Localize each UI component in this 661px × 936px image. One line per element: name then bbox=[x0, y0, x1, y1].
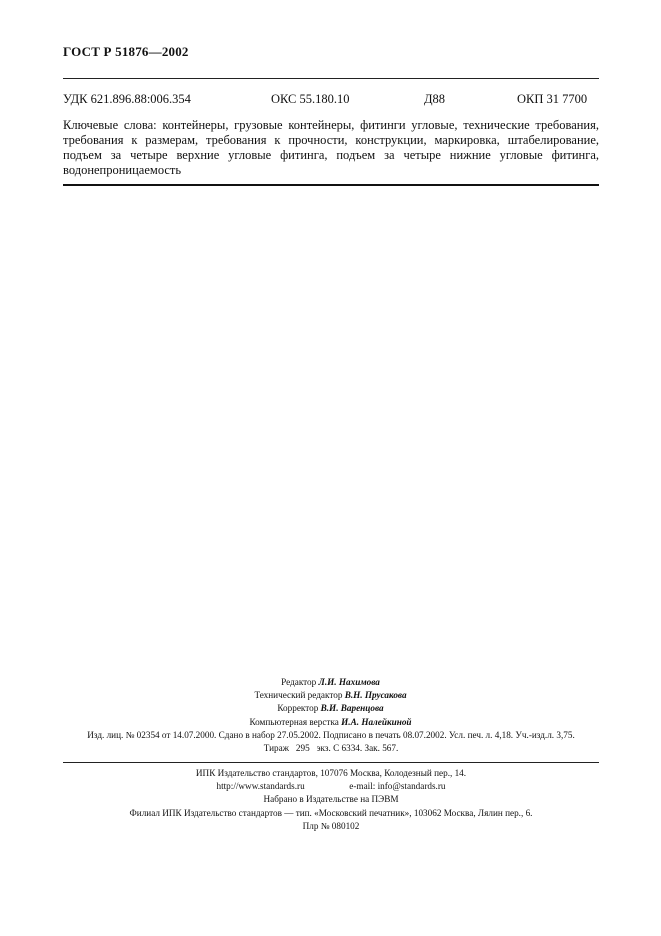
okp-code: ОКП 31 7700 bbox=[517, 92, 588, 106]
publication-line-2: Тираж 295 экз. С 6334. Зак. 567. bbox=[263, 743, 399, 753]
keywords-rule bbox=[63, 184, 599, 186]
printing-branch: Филиал ИПК Издательство стандартов — тип. «Московский печатник», 103062 Москва, Лялин пер., 6. bbox=[129, 807, 533, 818]
credit-editor: Редактор Л.И. Нахимова bbox=[281, 677, 380, 687]
credit-proofreader: Корректор В.И. Варенцова bbox=[277, 703, 384, 714]
publication-info bbox=[63, 729, 599, 755]
publication-line-1: Изд. лиц. № 02354 от 14.07.2000. Сдано в набор 27.05.2002. Подписано в печать 08.07.2002. Усл. печ. л. 4,18. Уч.-изд.л. 3,75. bbox=[87, 730, 575, 740]
credit-tech-editor: Технический редактор В.Н. Прусакова bbox=[254, 690, 407, 701]
publisher-email: e-mail: info@standards.ru bbox=[349, 781, 446, 792]
publisher-footer bbox=[63, 767, 599, 833]
keywords-paragraph: Ключевые слова: контейнеры, грузовые контейнеры, фитинги угловые, технические требования, требования к размерам, требования к прочности, конструкции, маркировка, штабелирование, подъем за четыре верхние угловые фитинга, подъем за четыре нижние угловые фитинга, водонепроницаемость bbox=[63, 118, 599, 177]
publisher-website: http://www.standards.ru bbox=[216, 781, 305, 792]
publisher-contacts bbox=[63, 780, 599, 793]
license-number: Плр № 080102 bbox=[302, 820, 360, 831]
oks-code: ОКС 55.180.10 bbox=[271, 92, 350, 106]
udk-code: УДК 621.896.88:006.354 bbox=[63, 92, 191, 106]
credits-block bbox=[0, 676, 661, 729]
header-rule bbox=[63, 78, 599, 79]
credit-layout: Компьютерная верстка И.А. Налейкиной bbox=[249, 716, 412, 727]
footer-rule bbox=[63, 762, 599, 763]
document-code: ГОСТ Р 51876—2002 bbox=[63, 44, 189, 59]
publisher-address: ИПК Издательство стандартов, 107076 Москва, Колодезный пер., 14. bbox=[195, 768, 467, 778]
typeset-note: Набрано в Издательстве на ПЭВМ bbox=[263, 794, 399, 805]
group-code: Д88 bbox=[424, 92, 446, 106]
